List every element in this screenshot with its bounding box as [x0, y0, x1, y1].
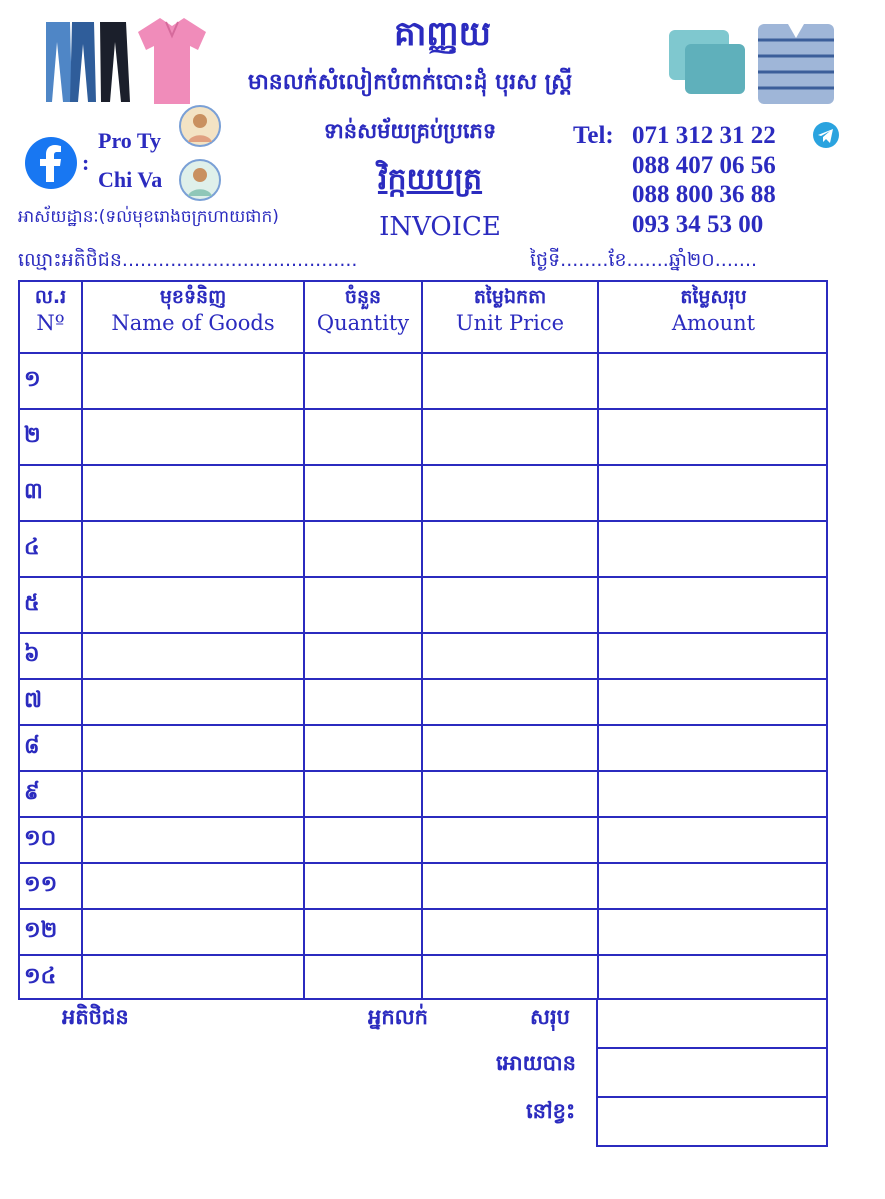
paid-box[interactable]	[596, 1047, 828, 1098]
remaining-box[interactable]	[596, 1096, 828, 1147]
goods-cell[interactable]	[83, 409, 303, 465]
amount-cell[interactable]	[599, 353, 828, 409]
amount-cell[interactable]	[599, 409, 828, 465]
facebook-name-2: Chi Va	[98, 167, 163, 192]
quantity-cell[interactable]	[305, 633, 421, 679]
goods-cell[interactable]	[83, 353, 303, 409]
row-number: ១២	[24, 918, 58, 943]
amount-cell[interactable]	[599, 465, 828, 521]
paid-label: អោយបាន	[496, 1051, 576, 1075]
table-row	[20, 817, 826, 863]
row-number: ១៤	[24, 963, 57, 989]
goods-cell[interactable]	[83, 521, 303, 577]
quantity-cell[interactable]	[305, 725, 421, 771]
quantity-cell[interactable]	[305, 353, 421, 409]
quantity-cell[interactable]	[305, 909, 421, 955]
goods-cell[interactable]	[83, 465, 303, 521]
invoice-table	[18, 280, 828, 1000]
row-number: ៩	[24, 780, 40, 805]
table-row	[20, 521, 826, 577]
unit-price-cell[interactable]	[423, 955, 597, 1000]
table-row	[20, 353, 826, 409]
table-row	[20, 771, 826, 817]
shop-tagline: មានលក់សំលៀកបំពាក់បោះដុំ បុរស ស្ត្រី	[247, 70, 573, 95]
amount-cell[interactable]	[599, 909, 828, 955]
avatar	[178, 104, 222, 148]
amount-cell[interactable]	[599, 817, 828, 863]
seller-signature-label: អ្នកលក់	[368, 1005, 428, 1029]
amount-cell[interactable]	[599, 863, 828, 909]
amount-cell[interactable]	[599, 679, 828, 725]
amount-cell[interactable]	[599, 771, 828, 817]
table-row	[20, 863, 826, 909]
quantity-cell[interactable]	[305, 577, 421, 633]
unit-price-cell[interactable]	[423, 465, 597, 521]
row-number: ៨	[24, 734, 40, 759]
unit-price-cell[interactable]	[423, 771, 597, 817]
total-box[interactable]	[596, 998, 828, 1049]
amount-cell[interactable]	[599, 633, 828, 679]
quantity-cell[interactable]	[305, 521, 421, 577]
facebook-colon: :	[82, 150, 90, 175]
table-row	[20, 679, 826, 725]
quantity-cell[interactable]	[305, 771, 421, 817]
unit-price-cell[interactable]	[423, 353, 597, 409]
row-number: ២	[24, 423, 41, 448]
header-quantity-en: Quantity	[316, 310, 410, 335]
unit-price-cell[interactable]	[423, 863, 597, 909]
row-number: ៣	[24, 479, 43, 504]
amount-cell[interactable]	[599, 577, 828, 633]
goods-cell[interactable]	[83, 725, 303, 771]
telegram-icon	[812, 121, 840, 149]
row-number: ៤	[24, 535, 40, 560]
row-number: ១	[24, 367, 41, 392]
customer-name-field[interactable]: ឈ្មោះអតិថិជន.......................................	[18, 249, 358, 271]
unit-price-cell[interactable]	[423, 577, 597, 633]
table-row	[20, 725, 826, 771]
facebook-name-1: Pro Ty	[98, 128, 161, 153]
phone-number: 088 407 06 56	[632, 152, 776, 179]
row-number: ៧	[24, 688, 43, 713]
facebook-icon	[24, 136, 78, 190]
remaining-label: នៅខ្វះ	[526, 1099, 576, 1123]
unit-price-cell[interactable]	[423, 909, 597, 955]
header-amount-en: Amount	[671, 310, 756, 335]
phone-number: 093 34 53 00	[632, 211, 764, 238]
goods-cell[interactable]	[83, 633, 303, 679]
goods-cell[interactable]	[83, 679, 303, 725]
table-row	[20, 465, 826, 521]
customer-signature-label: អតិថិជន	[62, 1005, 129, 1029]
table-row	[20, 633, 826, 679]
phone-label: Tel:	[573, 122, 614, 149]
unit-price-cell[interactable]	[423, 409, 597, 465]
header-goods-en: Name of Goods	[111, 310, 275, 335]
phone-number: 071 312 31 22	[632, 122, 776, 149]
header-goods	[83, 286, 303, 336]
shop-tagline-2: ទាន់សម័យគ្រប់ប្រភេទ	[323, 119, 497, 143]
goods-cell[interactable]	[83, 955, 303, 1000]
quantity-cell[interactable]	[305, 679, 421, 725]
header-goods-kh: មុខទំនិញ	[159, 286, 227, 308]
header-no	[20, 286, 81, 336]
header-no-kh: ល.រ	[34, 286, 67, 308]
header-amount	[599, 286, 828, 336]
goods-cell[interactable]	[83, 771, 303, 817]
header-quantity-kh: ចំនួន	[344, 286, 382, 308]
goods-cell[interactable]	[83, 909, 303, 955]
unit-price-cell[interactable]	[423, 679, 597, 725]
date-field[interactable]: ថ្ងៃទី........ខែ.......ឆ្នាំ២០.......	[530, 249, 758, 271]
address: អាស័យដ្ឋានៈ(ទល់មុខរោងចក្រហាយផាក)	[18, 207, 279, 227]
goods-cell[interactable]	[83, 577, 303, 633]
table-row	[20, 577, 826, 633]
phone-number: 088 800 36 88	[632, 181, 776, 208]
table-row	[20, 955, 826, 1000]
quantity-cell[interactable]	[305, 817, 421, 863]
invoice-title-kh: វិក្កយបត្រ	[377, 162, 483, 197]
header-quantity	[305, 286, 421, 336]
quantity-cell[interactable]	[305, 955, 421, 1000]
unit-price-cell[interactable]	[423, 817, 597, 863]
quantity-cell[interactable]	[305, 465, 421, 521]
goods-cell[interactable]	[83, 817, 303, 863]
unit-price-cell[interactable]	[423, 633, 597, 679]
quantity-cell[interactable]	[305, 863, 421, 909]
row-number: ៦	[24, 642, 40, 667]
total-label: សរុប	[530, 1005, 570, 1029]
amount-cell[interactable]	[599, 521, 828, 577]
header-unit-price	[423, 286, 597, 336]
quantity-cell[interactable]	[305, 409, 421, 465]
header-unit-price-kh: តម្លៃឯកតា	[473, 286, 547, 308]
amount-cell[interactable]	[599, 955, 828, 1000]
row-number: ១០	[24, 826, 57, 851]
table-row	[20, 409, 826, 465]
unit-price-cell[interactable]	[423, 521, 597, 577]
row-number: ៥	[24, 591, 40, 616]
goods-cell[interactable]	[83, 863, 303, 909]
unit-price-cell[interactable]	[423, 725, 597, 771]
table-row	[20, 909, 826, 955]
amount-cell[interactable]	[599, 725, 828, 771]
avatar	[178, 158, 222, 202]
invoice-title-en: INVOICE	[379, 212, 501, 242]
row-number: ១១	[24, 872, 58, 897]
header-amount-kh: តម្លៃសរុប	[680, 286, 747, 308]
shop-name: គាញ្ញយ	[393, 14, 492, 54]
header-unit-price-en: Unit Price	[455, 310, 565, 335]
header-no-en: Nº	[36, 310, 65, 335]
